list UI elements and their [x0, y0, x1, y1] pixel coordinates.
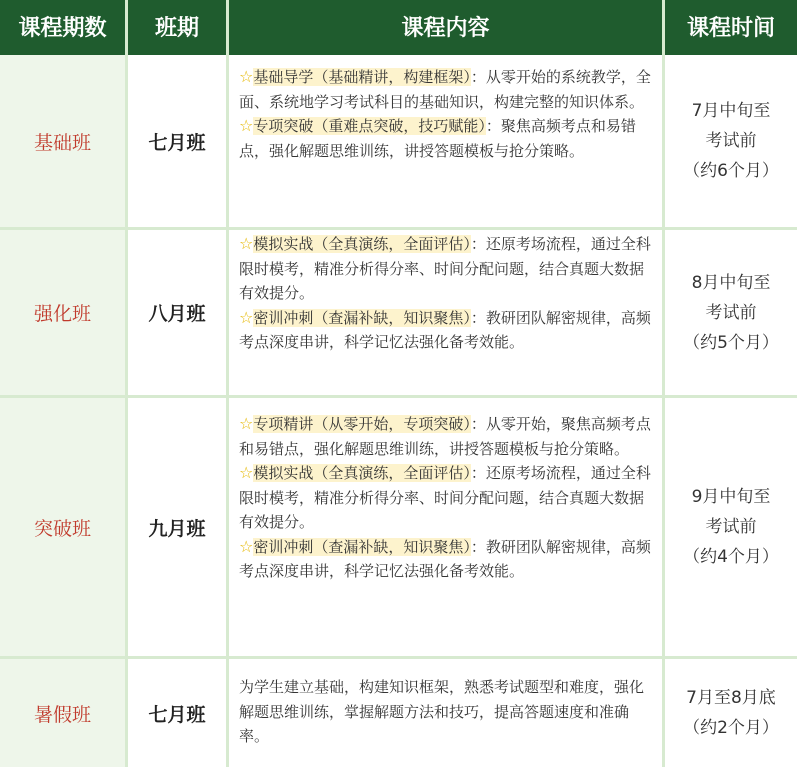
- content-item: [239, 306, 652, 355]
- row-content: [229, 55, 662, 227]
- row-content: [229, 398, 662, 656]
- row-level-summer: 暑假班: [0, 659, 125, 767]
- star-icon: ☆: [239, 536, 254, 556]
- row-content: 为学生建立基础，构建知识框架，熟悉考试题型和难度，强化解题思维训练，掌握解题方法和技巧，提高答题速度和准确率。: [229, 659, 662, 767]
- star-icon: ☆: [239, 234, 254, 253]
- row-time: 7月至8月底 （约2个月）: [665, 659, 797, 767]
- content-item: [239, 232, 652, 306]
- row-time: 7月中旬至 考试前 （约6个月）: [665, 55, 797, 227]
- item-text: ：聚焦高频考点和易错点，强化解题思维训练，讲授答题模板与抢分策略。: [239, 117, 636, 160]
- row-content: [229, 230, 662, 395]
- item-title: 专项精讲（从零开始，专项突破）: [253, 415, 471, 433]
- star-icon: ☆: [239, 307, 254, 327]
- item-text: ：从零开始的系统教学，全面、系统地学习考试科目的基础知识，构建完整的知识体系。: [239, 68, 651, 111]
- header-class: 班期: [128, 0, 226, 52]
- header-time: 课程时间: [665, 0, 797, 52]
- item-text: ：教研团队解密规律，高频考点深度串讲，科学记忆法强化备考效能。: [239, 308, 651, 351]
- row-time: 8月中旬至 考试前 （约5个月）: [665, 230, 797, 395]
- item-title: 专项突破（重难点突破，技巧赋能）: [253, 117, 486, 135]
- content-item: [239, 114, 652, 163]
- row-class: 九月班: [128, 398, 226, 656]
- star-icon: ☆: [239, 116, 254, 135]
- item-title: 密训冲刺（查漏补缺，知识聚焦）: [253, 537, 471, 556]
- row-level-breakthrough: 突破班: [0, 398, 125, 656]
- header-content: 课程内容: [229, 0, 662, 52]
- header-period: 课程期数: [0, 0, 125, 52]
- item-title: 模拟实战（全真演练，全面评估）: [253, 464, 471, 482]
- row-class: 七月班: [128, 55, 226, 227]
- item-title: 基础导学（基础精讲，构建框架）: [253, 68, 471, 86]
- star-icon: ☆: [239, 67, 254, 86]
- row-class: 七月班: [128, 659, 226, 767]
- item-title: 模拟实战（全真演练，全面评估）: [253, 235, 471, 253]
- row-time: 9月中旬至 考试前 （约4个月）: [665, 398, 797, 656]
- star-icon: ☆: [239, 414, 254, 433]
- content-item: [239, 412, 652, 461]
- item-text: ：还原考场流程，通过全科限时模考，精准分析得分率、时间分配问题，结合真题大数据有效提分。: [239, 235, 651, 302]
- row-level-basic: 基础班: [0, 55, 125, 227]
- content-item: [239, 65, 652, 114]
- item-text: ：还原考场流程，通过全科限时模考，精准分析得分率、时间分配问题，结合真题大数据有效提分。: [239, 464, 651, 531]
- item-text: ：教研团队解密规律，高频考点深度串讲，科学记忆法强化备考效能。: [239, 537, 651, 580]
- row-level-intensive: 强化班: [0, 230, 125, 395]
- content-item: [239, 535, 652, 584]
- item-text: ：从零开始，聚焦高频考点和易错点，强化解题思维训练，讲授答题模板与抢分策略。: [239, 415, 651, 458]
- row-class: 八月班: [128, 230, 226, 395]
- star-icon: ☆: [239, 463, 254, 482]
- content-item: [239, 461, 652, 535]
- item-title: 密训冲刺（查漏补缺，知识聚焦）: [253, 308, 471, 327]
